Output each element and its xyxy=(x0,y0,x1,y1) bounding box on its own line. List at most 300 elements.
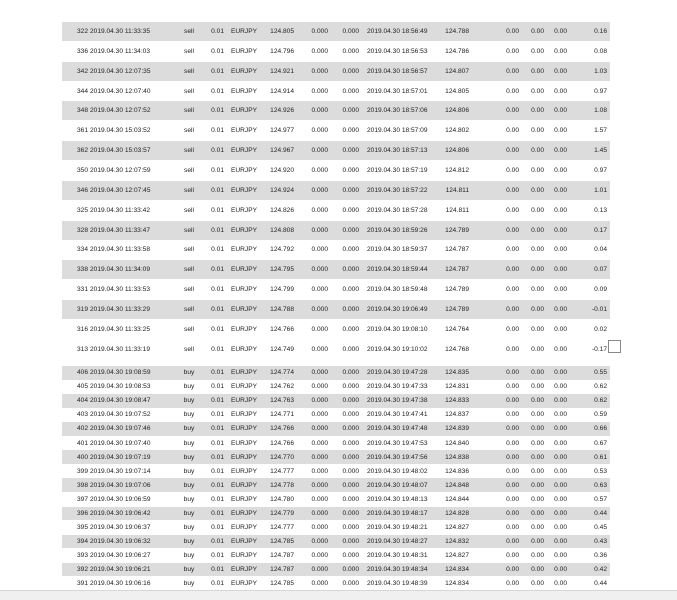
ticket-cell: 325 xyxy=(76,206,88,214)
ticket-cell: 328 xyxy=(76,226,88,234)
commission-cell: 0.00 xyxy=(506,166,519,174)
close-time-cell: 2019.04.30 19:47:48 xyxy=(367,425,428,433)
table-row[interactable] xyxy=(62,450,610,464)
table-row[interactable] xyxy=(62,260,610,279)
stop-loss-cell: 0.000 xyxy=(311,226,328,234)
close-price-cell: 124.806 xyxy=(445,107,469,115)
symbol-cell: EURJPY xyxy=(231,411,258,419)
open-time-cell: 2019.04.30 11:34:03 xyxy=(90,47,151,55)
symbol-cell: EURJPY xyxy=(231,107,258,115)
open-price-cell: 124.788 xyxy=(270,305,294,313)
swap-cell: 0.00 xyxy=(554,397,567,405)
table-row[interactable] xyxy=(62,340,610,359)
commission-cell: 0.00 xyxy=(506,397,519,405)
commission-cell: 0.00 xyxy=(506,246,519,254)
commission-cell: 0.00 xyxy=(506,523,519,531)
open-price-cell: 124.766 xyxy=(270,325,294,333)
take-profit-cell: 0.000 xyxy=(342,305,359,313)
symbol-cell: EURJPY xyxy=(231,580,258,587)
profit-cell: 1.03 xyxy=(594,67,607,75)
open-time-cell: 2019.04.30 19:06:42 xyxy=(90,509,151,517)
swap-cell: 0.00 xyxy=(554,565,567,573)
table-row[interactable] xyxy=(62,478,610,492)
open-price-cell: 124.771 xyxy=(270,411,294,419)
close-price-cell: 124.834 xyxy=(445,580,469,587)
open-price-cell: 124.778 xyxy=(270,481,294,489)
close-price-cell: 124.844 xyxy=(445,495,469,503)
stop-loss-cell: 0.000 xyxy=(311,453,328,461)
commission-cell: 0.00 xyxy=(506,425,519,433)
table-row[interactable] xyxy=(62,535,610,549)
close-price-cell: 124.811 xyxy=(445,186,469,194)
taxes-cell: 0.00 xyxy=(531,226,544,234)
type-cell: sell xyxy=(184,186,194,194)
take-profit-cell: 0.000 xyxy=(342,226,359,234)
close-time-cell: 2019.04.30 18:59:26 xyxy=(367,226,428,234)
ticket-cell: 405 xyxy=(76,383,88,391)
open-time-cell: 2019.04.30 19:06:27 xyxy=(90,551,151,559)
close-price-cell: 124.789 xyxy=(445,286,469,294)
stop-loss-cell: 0.000 xyxy=(311,286,328,294)
size-cell: 0.01 xyxy=(211,439,224,447)
close-price-cell: 124.840 xyxy=(445,439,469,447)
taxes-cell: 0.00 xyxy=(531,425,544,433)
ticket-cell: 313 xyxy=(76,345,88,353)
commission-cell: 0.00 xyxy=(506,147,519,155)
ticket-cell: 331 xyxy=(76,286,88,294)
symbol-cell: EURJPY xyxy=(231,509,258,517)
close-price-cell: 124.787 xyxy=(445,266,469,274)
close-time-cell: 2019.04.30 18:57:22 xyxy=(367,186,428,194)
size-cell: 0.01 xyxy=(211,411,224,419)
close-price-cell: 124.786 xyxy=(445,47,469,55)
take-profit-cell: 0.000 xyxy=(342,383,359,391)
swap-cell: 0.00 xyxy=(554,266,567,274)
type-cell: buy xyxy=(183,509,195,517)
profit-cell: 1.57 xyxy=(594,127,607,135)
symbol-cell: EURJPY xyxy=(231,467,258,475)
type-cell: sell xyxy=(184,147,194,155)
open-price-cell: 124.774 xyxy=(270,369,294,377)
open-time-cell: 2019.04.30 19:07:52 xyxy=(90,411,151,419)
close-time-cell: 2019.04.30 18:59:37 xyxy=(367,246,428,254)
symbol-cell: EURJPY xyxy=(231,453,258,461)
stop-loss-cell: 0.000 xyxy=(311,495,328,503)
profit-cell: -0.17 xyxy=(591,345,607,353)
size-cell: 0.01 xyxy=(211,226,224,234)
profit-cell: 0.16 xyxy=(594,28,607,35)
taxes-cell: 0.00 xyxy=(531,467,544,475)
close-time-cell: 2019.04.30 18:57:01 xyxy=(367,87,428,95)
swap-cell: 0.00 xyxy=(554,67,567,75)
close-time-cell: 2019.04.30 19:48:31 xyxy=(367,551,428,559)
taxes-cell: 0.00 xyxy=(531,28,544,35)
type-cell: buy xyxy=(183,411,195,419)
open-price-cell: 124.770 xyxy=(270,453,294,461)
type-cell: sell xyxy=(184,266,194,274)
close-price-cell: 124.812 xyxy=(445,166,469,174)
table-row[interactable] xyxy=(62,141,610,160)
take-profit-cell: 0.000 xyxy=(342,87,359,95)
taxes-cell: 0.00 xyxy=(531,509,544,517)
close-time-cell: 2019.04.30 19:06:49 xyxy=(367,305,428,313)
symbol-cell: EURJPY xyxy=(231,87,258,95)
table-row[interactable] xyxy=(62,366,610,380)
profit-cell: 0.62 xyxy=(594,383,607,391)
open-price-cell: 124.792 xyxy=(270,246,294,254)
ticket-cell: 338 xyxy=(76,266,88,274)
close-price-cell: 124.827 xyxy=(445,523,469,531)
swap-cell: 0.00 xyxy=(554,580,567,587)
open-price-cell: 124.749 xyxy=(270,345,294,353)
table-row[interactable] xyxy=(62,42,610,61)
profit-cell: 1.08 xyxy=(594,107,607,115)
swap-cell: 0.00 xyxy=(554,47,567,55)
symbol-cell: EURJPY xyxy=(231,246,258,254)
swap-cell: 0.00 xyxy=(554,383,567,391)
open-time-cell: 2019.04.30 19:07:14 xyxy=(90,467,151,475)
swap-cell: 0.00 xyxy=(554,246,567,254)
taxes-cell: 0.00 xyxy=(531,87,544,95)
stop-loss-cell: 0.000 xyxy=(311,186,328,194)
close-price-cell: 124.827 xyxy=(445,551,469,559)
taxes-cell: 0.00 xyxy=(531,206,544,214)
taxes-cell: 0.00 xyxy=(531,345,544,353)
ticket-cell: 342 xyxy=(76,67,88,75)
open-time-cell: 2019.04.30 11:33:53 xyxy=(90,286,151,294)
ticket-cell: 397 xyxy=(76,495,88,503)
close-price-cell: 124.834 xyxy=(445,565,469,573)
ticket-cell: 350 xyxy=(76,166,88,174)
take-profit-cell: 0.000 xyxy=(342,481,359,489)
table-row[interactable] xyxy=(62,521,610,535)
commission-cell: 0.00 xyxy=(506,453,519,461)
profit-cell: 0.67 xyxy=(594,439,607,447)
close-price-cell: 124.805 xyxy=(445,87,469,95)
size-cell: 0.01 xyxy=(211,523,224,531)
table-row[interactable] xyxy=(62,300,610,319)
table-row[interactable] xyxy=(62,101,610,120)
open-price-cell: 124.796 xyxy=(270,47,294,55)
swap-cell: 0.00 xyxy=(554,481,567,489)
commission-cell: 0.00 xyxy=(506,551,519,559)
profit-cell: 0.61 xyxy=(594,453,607,461)
symbol-cell: EURJPY xyxy=(231,565,258,573)
size-cell: 0.01 xyxy=(211,87,224,95)
size-cell: 0.01 xyxy=(211,565,224,573)
open-time-cell: 2019.04.30 11:34:09 xyxy=(90,266,151,274)
type-cell: sell xyxy=(184,226,194,234)
type-cell: sell xyxy=(184,305,194,313)
close-time-cell: 2019.04.30 19:48:07 xyxy=(367,481,428,489)
ticket-cell: 394 xyxy=(76,537,88,545)
open-price-cell: 124.780 xyxy=(270,495,294,503)
stop-loss-cell: 0.000 xyxy=(311,87,328,95)
close-time-cell: 2019.04.30 19:48:13 xyxy=(367,495,428,503)
open-price-cell: 124.795 xyxy=(270,266,294,274)
open-time-cell: 2019.04.30 11:33:42 xyxy=(90,206,151,214)
size-cell: 0.01 xyxy=(211,397,224,405)
table-row[interactable] xyxy=(62,161,610,180)
swap-cell: 0.00 xyxy=(554,467,567,475)
size-cell: 0.01 xyxy=(211,286,224,294)
commission-cell: 0.00 xyxy=(506,286,519,294)
profit-cell: 1.45 xyxy=(594,147,607,155)
stop-loss-cell: 0.000 xyxy=(311,166,328,174)
table-row[interactable] xyxy=(62,507,610,521)
table-row[interactable] xyxy=(62,563,610,577)
open-time-cell: 2019.04.30 11:33:25 xyxy=(90,325,151,333)
profit-cell: -0.01 xyxy=(591,305,607,313)
swap-cell: 0.00 xyxy=(554,537,567,545)
swap-cell: 0.00 xyxy=(554,325,567,333)
swap-cell: 0.00 xyxy=(554,286,567,294)
size-cell: 0.01 xyxy=(211,345,224,353)
ticket-cell: 395 xyxy=(76,523,88,531)
open-price-cell: 124.920 xyxy=(270,166,294,174)
swap-cell: 0.00 xyxy=(554,186,567,194)
symbol-cell: EURJPY xyxy=(231,537,258,545)
swap-cell: 0.00 xyxy=(554,425,567,433)
table-row[interactable] xyxy=(62,394,610,408)
table-row[interactable] xyxy=(62,320,610,339)
take-profit-cell: 0.000 xyxy=(342,286,359,294)
type-cell: sell xyxy=(184,325,194,333)
symbol-cell: EURJPY xyxy=(231,147,258,155)
open-time-cell: 2019.04.30 11:33:58 xyxy=(90,246,151,254)
stop-loss-cell: 0.000 xyxy=(311,266,328,274)
commission-cell: 0.00 xyxy=(506,509,519,517)
horizontal-scrollbar[interactable] xyxy=(0,590,677,600)
take-profit-cell: 0.000 xyxy=(342,565,359,573)
take-profit-cell: 0.000 xyxy=(342,509,359,517)
taxes-cell: 0.00 xyxy=(531,325,544,333)
swap-cell: 0.00 xyxy=(554,453,567,461)
stop-loss-cell: 0.000 xyxy=(311,369,328,377)
close-time-cell: 2019.04.30 19:47:28 xyxy=(367,369,428,377)
close-time-cell: 2019.04.30 18:57:06 xyxy=(367,107,428,115)
stop-loss-cell: 0.000 xyxy=(311,551,328,559)
taxes-cell: 0.00 xyxy=(531,495,544,503)
size-cell: 0.01 xyxy=(211,186,224,194)
stop-loss-cell: 0.000 xyxy=(311,537,328,545)
take-profit-cell: 0.000 xyxy=(342,246,359,254)
open-price-cell: 124.977 xyxy=(270,127,294,135)
take-profit-cell: 0.000 xyxy=(342,107,359,115)
stop-loss-cell: 0.000 xyxy=(311,383,328,391)
table-row[interactable] xyxy=(62,549,610,563)
profit-cell: 0.07 xyxy=(594,266,607,274)
size-cell: 0.01 xyxy=(211,551,224,559)
take-profit-cell: 0.000 xyxy=(342,495,359,503)
commission-cell: 0.00 xyxy=(506,47,519,55)
profit-cell: 0.55 xyxy=(594,369,607,377)
commission-cell: 0.00 xyxy=(506,565,519,573)
profit-cell: 0.97 xyxy=(594,87,607,95)
open-time-cell: 2019.04.30 11:33:19 xyxy=(90,345,151,353)
open-price-cell: 124.777 xyxy=(270,467,294,475)
close-price-cell: 124.837 xyxy=(445,411,469,419)
open-price-cell: 124.926 xyxy=(270,107,294,115)
close-time-cell: 2019.04.30 18:57:09 xyxy=(367,127,428,135)
close-time-cell: 2019.04.30 18:57:28 xyxy=(367,206,428,214)
open-time-cell: 2019.04.30 19:07:40 xyxy=(90,439,151,447)
close-time-cell: 2019.04.30 19:48:02 xyxy=(367,467,428,475)
open-price-cell: 124.808 xyxy=(270,226,294,234)
commission-cell: 0.00 xyxy=(506,411,519,419)
table-row[interactable] xyxy=(62,240,610,259)
stop-loss-cell: 0.000 xyxy=(311,425,328,433)
type-cell: sell xyxy=(184,345,194,353)
type-cell: buy xyxy=(183,551,195,559)
row-checkbox[interactable] xyxy=(608,340,621,353)
commission-cell: 0.00 xyxy=(506,87,519,95)
take-profit-cell: 0.000 xyxy=(342,127,359,135)
taxes-cell: 0.00 xyxy=(531,397,544,405)
table-row[interactable] xyxy=(62,221,610,240)
taxes-cell: 0.00 xyxy=(531,67,544,75)
type-cell: buy xyxy=(183,495,195,503)
size-cell: 0.01 xyxy=(211,47,224,55)
take-profit-cell: 0.000 xyxy=(342,28,359,35)
table-row[interactable] xyxy=(62,436,610,450)
symbol-cell: EURJPY xyxy=(231,481,258,489)
taxes-cell: 0.00 xyxy=(531,47,544,55)
swap-cell: 0.00 xyxy=(554,305,567,313)
close-price-cell: 124.789 xyxy=(445,305,469,313)
size-cell: 0.01 xyxy=(211,266,224,274)
type-cell: buy xyxy=(183,537,195,545)
ticket-cell: 344 xyxy=(76,87,88,95)
open-time-cell: 2019.04.30 12:07:35 xyxy=(90,67,151,75)
take-profit-cell: 0.000 xyxy=(342,166,359,174)
open-price-cell: 124.799 xyxy=(270,286,294,294)
stop-loss-cell: 0.000 xyxy=(311,580,328,587)
type-cell: buy xyxy=(183,580,195,587)
table-row[interactable] xyxy=(62,280,610,299)
table-row[interactable] xyxy=(62,492,610,506)
stop-loss-cell: 0.000 xyxy=(311,127,328,135)
table-row[interactable] xyxy=(62,82,610,101)
table-row[interactable] xyxy=(62,201,610,220)
open-time-cell: 2019.04.30 11:33:29 xyxy=(90,305,151,313)
commission-cell: 0.00 xyxy=(506,467,519,475)
profit-cell: 0.36 xyxy=(594,551,607,559)
taxes-cell: 0.00 xyxy=(531,147,544,155)
swap-cell: 0.00 xyxy=(554,495,567,503)
swap-cell: 0.00 xyxy=(554,523,567,531)
ticket-cell: 402 xyxy=(76,425,88,433)
table-row[interactable] xyxy=(62,62,610,81)
ticket-cell: 322 xyxy=(76,28,88,35)
close-price-cell: 124.836 xyxy=(445,467,469,475)
profit-cell: 0.66 xyxy=(594,425,607,433)
take-profit-cell: 0.000 xyxy=(342,186,359,194)
open-price-cell: 124.787 xyxy=(270,551,294,559)
type-cell: sell xyxy=(184,206,194,214)
type-cell: sell xyxy=(184,166,194,174)
size-cell: 0.01 xyxy=(211,383,224,391)
taxes-cell: 0.00 xyxy=(531,383,544,391)
swap-cell: 0.00 xyxy=(554,509,567,517)
table-row[interactable] xyxy=(62,121,610,140)
type-cell: buy xyxy=(183,453,195,461)
stop-loss-cell: 0.000 xyxy=(311,67,328,75)
swap-cell: 0.00 xyxy=(554,107,567,115)
open-time-cell: 2019.04.30 19:08:59 xyxy=(90,369,151,377)
take-profit-cell: 0.000 xyxy=(342,425,359,433)
take-profit-cell: 0.000 xyxy=(342,67,359,75)
open-time-cell: 2019.04.30 19:07:06 xyxy=(90,481,151,489)
taxes-cell: 0.00 xyxy=(531,286,544,294)
stop-loss-cell: 0.000 xyxy=(311,345,328,353)
table-row[interactable] xyxy=(62,464,610,478)
commission-cell: 0.00 xyxy=(506,186,519,194)
stop-loss-cell: 0.000 xyxy=(311,47,328,55)
taxes-cell: 0.00 xyxy=(531,551,544,559)
swap-cell: 0.00 xyxy=(554,147,567,155)
table-row[interactable] xyxy=(62,422,610,436)
commission-cell: 0.00 xyxy=(506,383,519,391)
table-row[interactable] xyxy=(62,22,610,41)
open-price-cell: 124.766 xyxy=(270,439,294,447)
size-cell: 0.01 xyxy=(211,107,224,115)
ticket-cell: 393 xyxy=(76,551,88,559)
size-cell: 0.01 xyxy=(211,305,224,313)
size-cell: 0.01 xyxy=(211,481,224,489)
close-time-cell: 2019.04.30 18:56:57 xyxy=(367,67,428,75)
swap-cell: 0.00 xyxy=(554,87,567,95)
type-cell: buy xyxy=(183,383,195,391)
symbol-cell: EURJPY xyxy=(231,286,258,294)
symbol-cell: EURJPY xyxy=(231,28,258,35)
stop-loss-cell: 0.000 xyxy=(311,411,328,419)
take-profit-cell: 0.000 xyxy=(342,345,359,353)
table-row[interactable] xyxy=(62,577,610,591)
symbol-cell: EURJPY xyxy=(231,127,258,135)
stop-loss-cell: 0.000 xyxy=(311,439,328,447)
open-price-cell: 124.762 xyxy=(270,383,294,391)
take-profit-cell: 0.000 xyxy=(342,551,359,559)
open-time-cell: 2019.04.30 19:07:46 xyxy=(90,425,151,433)
take-profit-cell: 0.000 xyxy=(342,523,359,531)
ticket-cell: 392 xyxy=(76,565,88,573)
table-row[interactable] xyxy=(62,181,610,200)
open-price-cell: 124.779 xyxy=(270,509,294,517)
open-price-cell: 124.777 xyxy=(270,523,294,531)
profit-cell: 0.17 xyxy=(594,226,607,234)
symbol-cell: EURJPY xyxy=(231,325,258,333)
size-cell: 0.01 xyxy=(211,425,224,433)
type-cell: sell xyxy=(184,246,194,254)
commission-cell: 0.00 xyxy=(506,537,519,545)
swap-cell: 0.00 xyxy=(554,127,567,135)
ticket-cell: 401 xyxy=(76,439,88,447)
close-price-cell: 124.835 xyxy=(445,369,469,377)
close-time-cell: 2019.04.30 19:08:10 xyxy=(367,325,428,333)
type-cell: sell xyxy=(184,67,194,75)
table-row[interactable] xyxy=(62,380,610,394)
profit-cell: 1.01 xyxy=(594,186,607,194)
take-profit-cell: 0.000 xyxy=(342,147,359,155)
taxes-cell: 0.00 xyxy=(531,565,544,573)
close-time-cell: 2019.04.30 19:48:17 xyxy=(367,509,428,517)
close-time-cell: 2019.04.30 19:48:21 xyxy=(367,523,428,531)
table-row[interactable] xyxy=(62,408,610,422)
close-time-cell: 2019.04.30 19:10:02 xyxy=(367,345,428,353)
commission-cell: 0.00 xyxy=(506,481,519,489)
close-price-cell: 124.833 xyxy=(445,397,469,405)
